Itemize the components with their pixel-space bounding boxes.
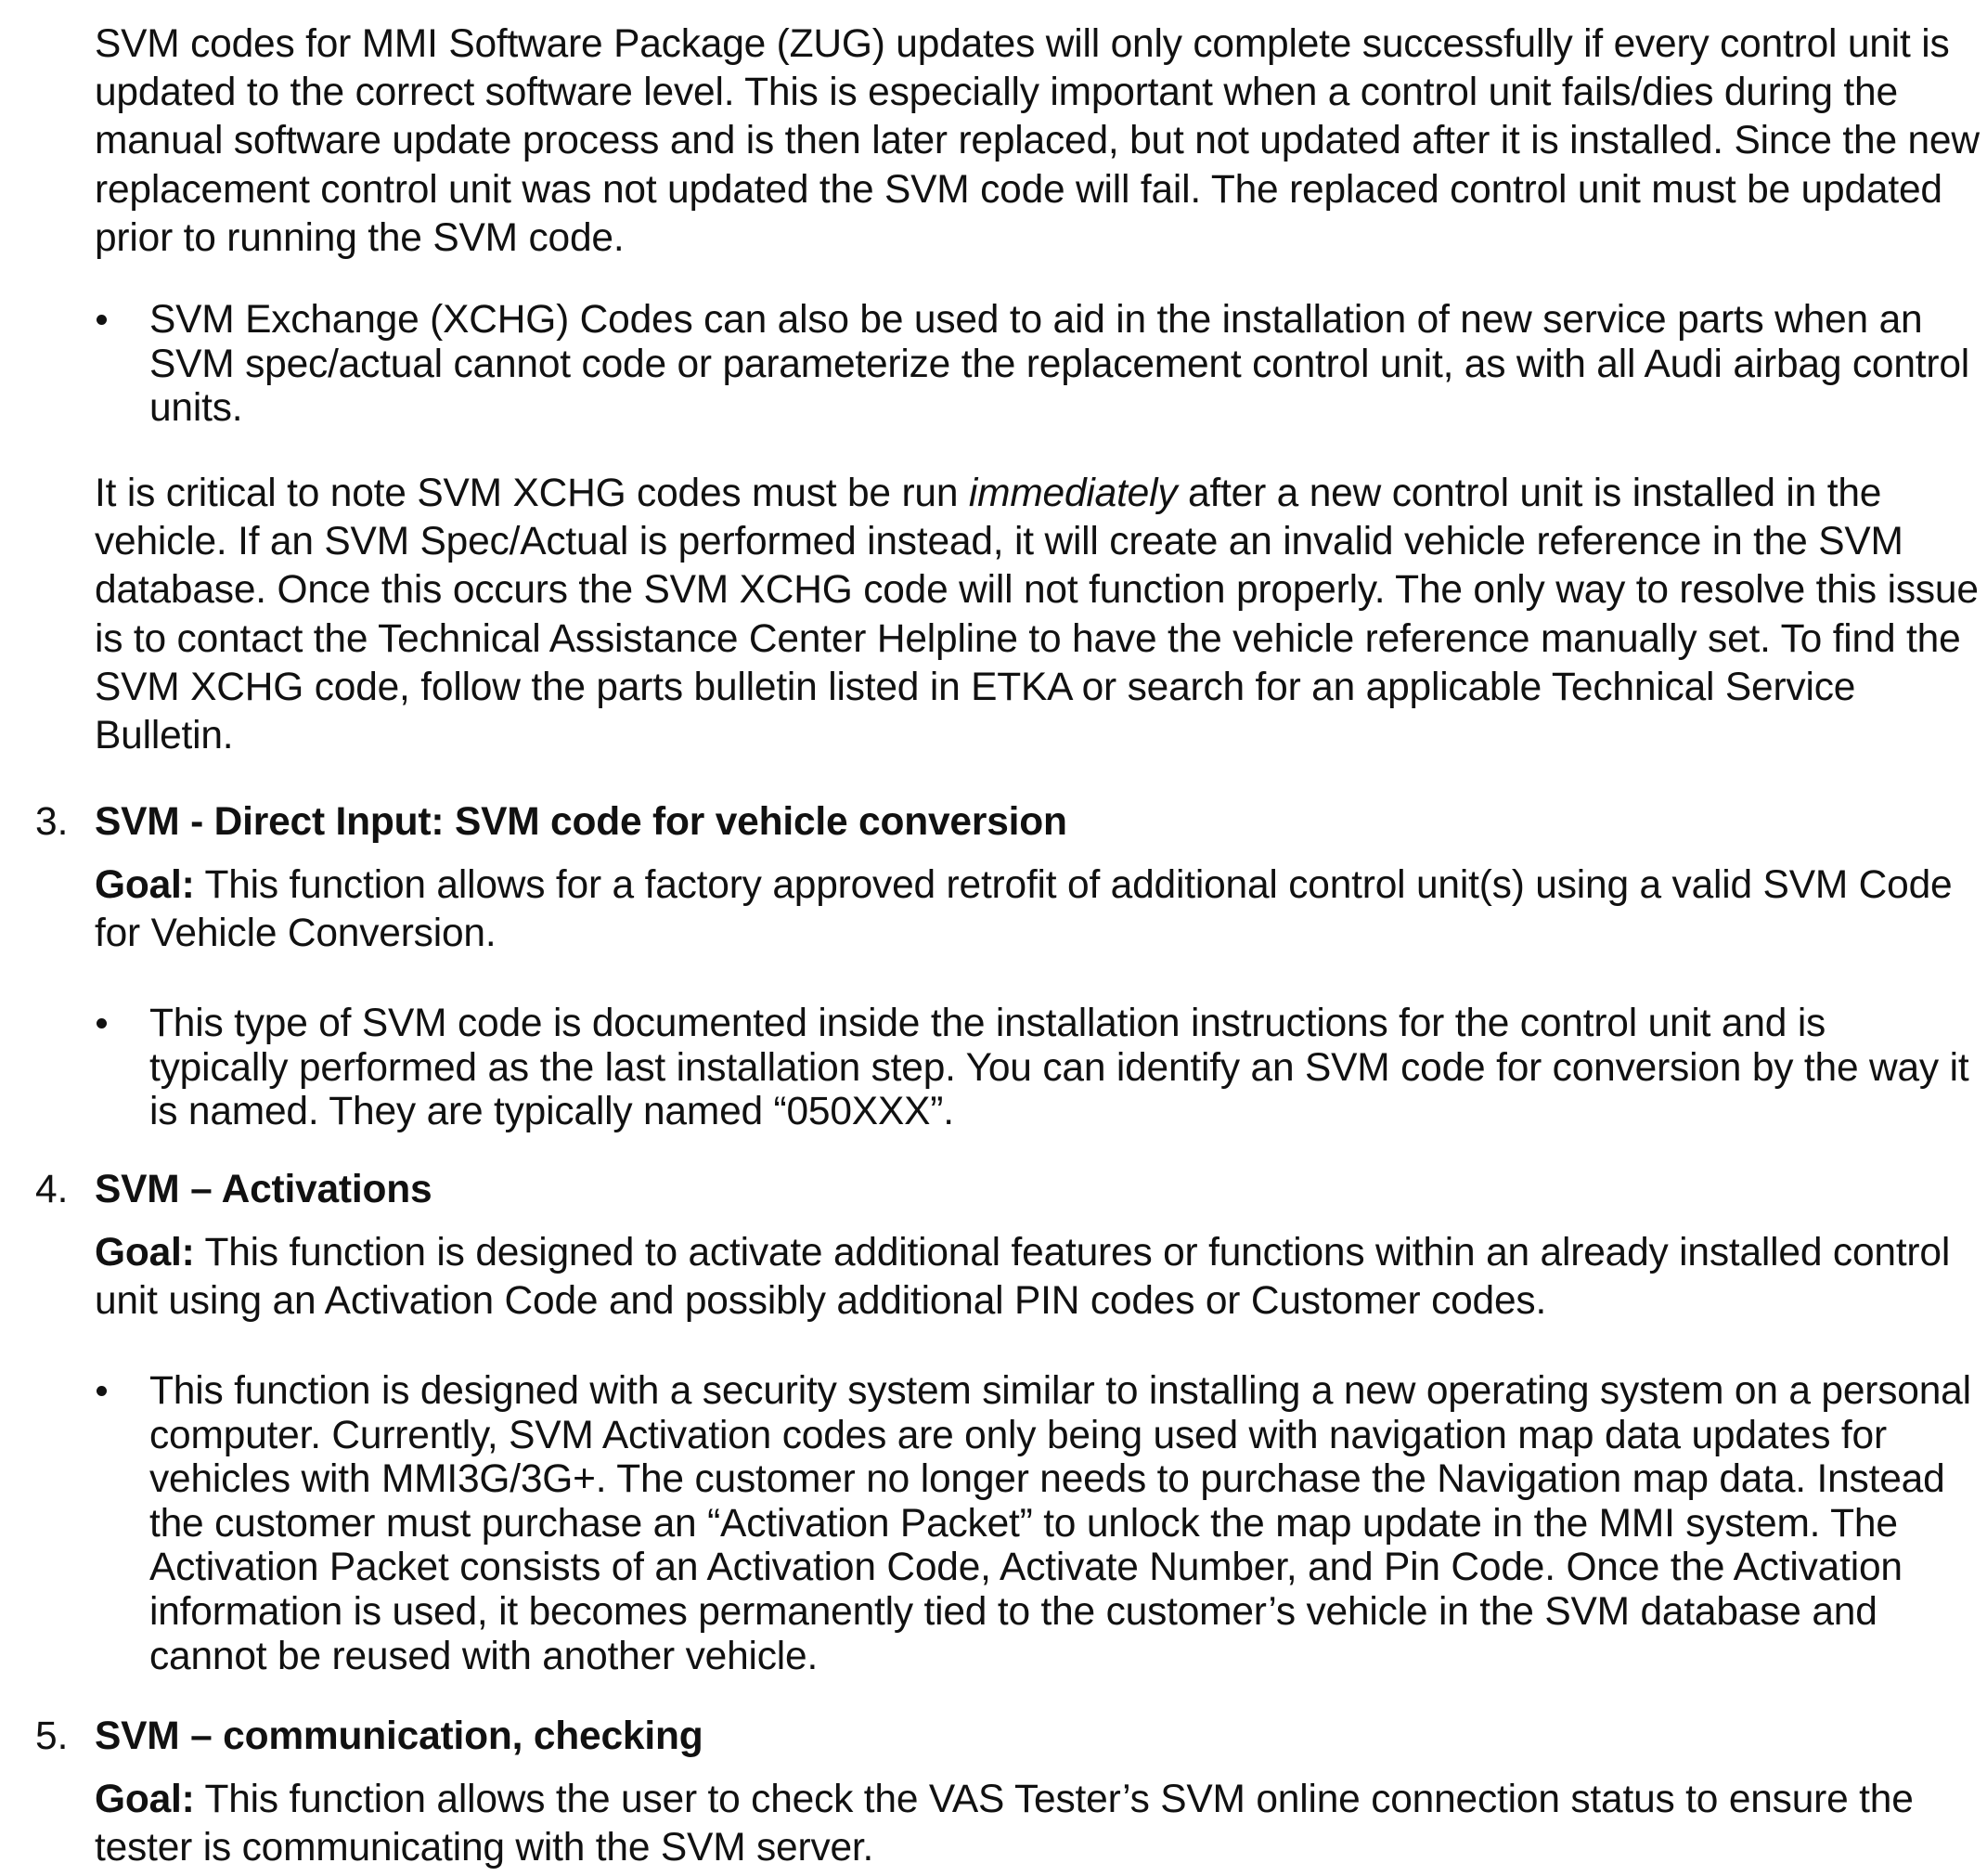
critical-note-text-after: after a new control unit is installed in the vehicle. If an SVM Spec/Actual is performed instead, it will create an invalid vehicle reference in the SVM database. Once this occurs the SVM XCHG code will not function properly. The only way to resolve this issue is to contact the Technical Assistance Center Helpline to have the vehicle reference manually set. To find the SVM XCHG code, follow the parts bulletin listed in ETKA or search for an applicable Technical Service Bulletin. — [95, 472, 1979, 758]
bullet-icon — [97, 315, 107, 325]
section-4-number: 4. — [35, 1168, 69, 1211]
section-3-goal-label: Goal: — [95, 863, 195, 907]
intro-bullet-text: SVM Exchange (XCHG) Codes can also be used to aid in the installation of new service parts when an SVM spec/actual cannot code or parameterize the replacement control unit, as with all Audi airbag control units. — [149, 298, 1970, 431]
section-5-goal-label: Goal: — [95, 1778, 195, 1821]
critical-note-emphasis: immediately — [968, 472, 1178, 515]
section-4-goal — [95, 1229, 1979, 1326]
section-3-goal — [95, 861, 1979, 958]
critical-note-text-before: It is critical to note SVM XCHG codes must be run — [95, 472, 969, 515]
critical-note-paragraph — [95, 470, 1987, 760]
section-5-goal-text: This function allows the user to check the VAS Tester’s SVM online connection status to ensure the tester is communicating with the SVM server. — [95, 1778, 1914, 1870]
bullet-icon — [97, 1018, 107, 1029]
section-3-goal-text: This function allows for a factory approved retrofit of additional control unit(s) using a valid SVM Code for Vehicle Conversion. — [95, 863, 1953, 956]
intro-paragraph: SVM codes for MMI Software Package (ZUG) updates will only complete successfully if every control unit is updated to the correct software level. This is especially important when a control unit fails/dies during the manual software update process and is then later replaced, but not updated after it is installed. Since the new replacement control unit was not updated the SVM code will fail. The replaced control unit must be updated prior to running the SVM code. — [95, 22, 1980, 260]
section-5-goal — [95, 1776, 1979, 1872]
section-3-bullet-text: This type of SVM code is documented inside the installation instructions for the control unit and is typically performed as the last installation step. You can identify an SVM code for conversion by the way it is named. They are typically named “050XXX”. — [149, 1002, 1969, 1134]
section-3-number: 3. — [35, 800, 69, 844]
section-4-title: SVM – Activations — [95, 1168, 432, 1211]
bullet-icon — [97, 1386, 107, 1396]
section-4-goal-label: Goal: — [95, 1231, 195, 1274]
section-4-goal-text: This function is designed to activate additional features or functions within an already installed control unit using an Activation Code and possibly additional PIN codes or Customer codes. — [95, 1231, 1951, 1324]
section-3-title: SVM - Direct Input: SVM code for vehicle conversion — [95, 800, 1067, 844]
section-4-bullet-text: This function is designed with a security system similar to installing a new operating system on a personal computer. Currently, SVM Activation codes are only being used with navigation map data updates for vehicles with MMI3G/3G+. The customer no longer needs to purchase the Navigation map data. Instead the customer must purchase an “Activation Packet” to unlock the map update in the MMI system. The Activation Packet consists of an Activation Code, Activate Number, and Pin Code. Once the Activation information is used, it becomes permanently tied to the customer’s vehicle in the SVM database and cannot be reused with another vehicle. — [149, 1369, 1971, 1678]
section-5-title: SVM – communication, checking — [95, 1714, 703, 1758]
section-5-number: 5. — [35, 1714, 69, 1758]
